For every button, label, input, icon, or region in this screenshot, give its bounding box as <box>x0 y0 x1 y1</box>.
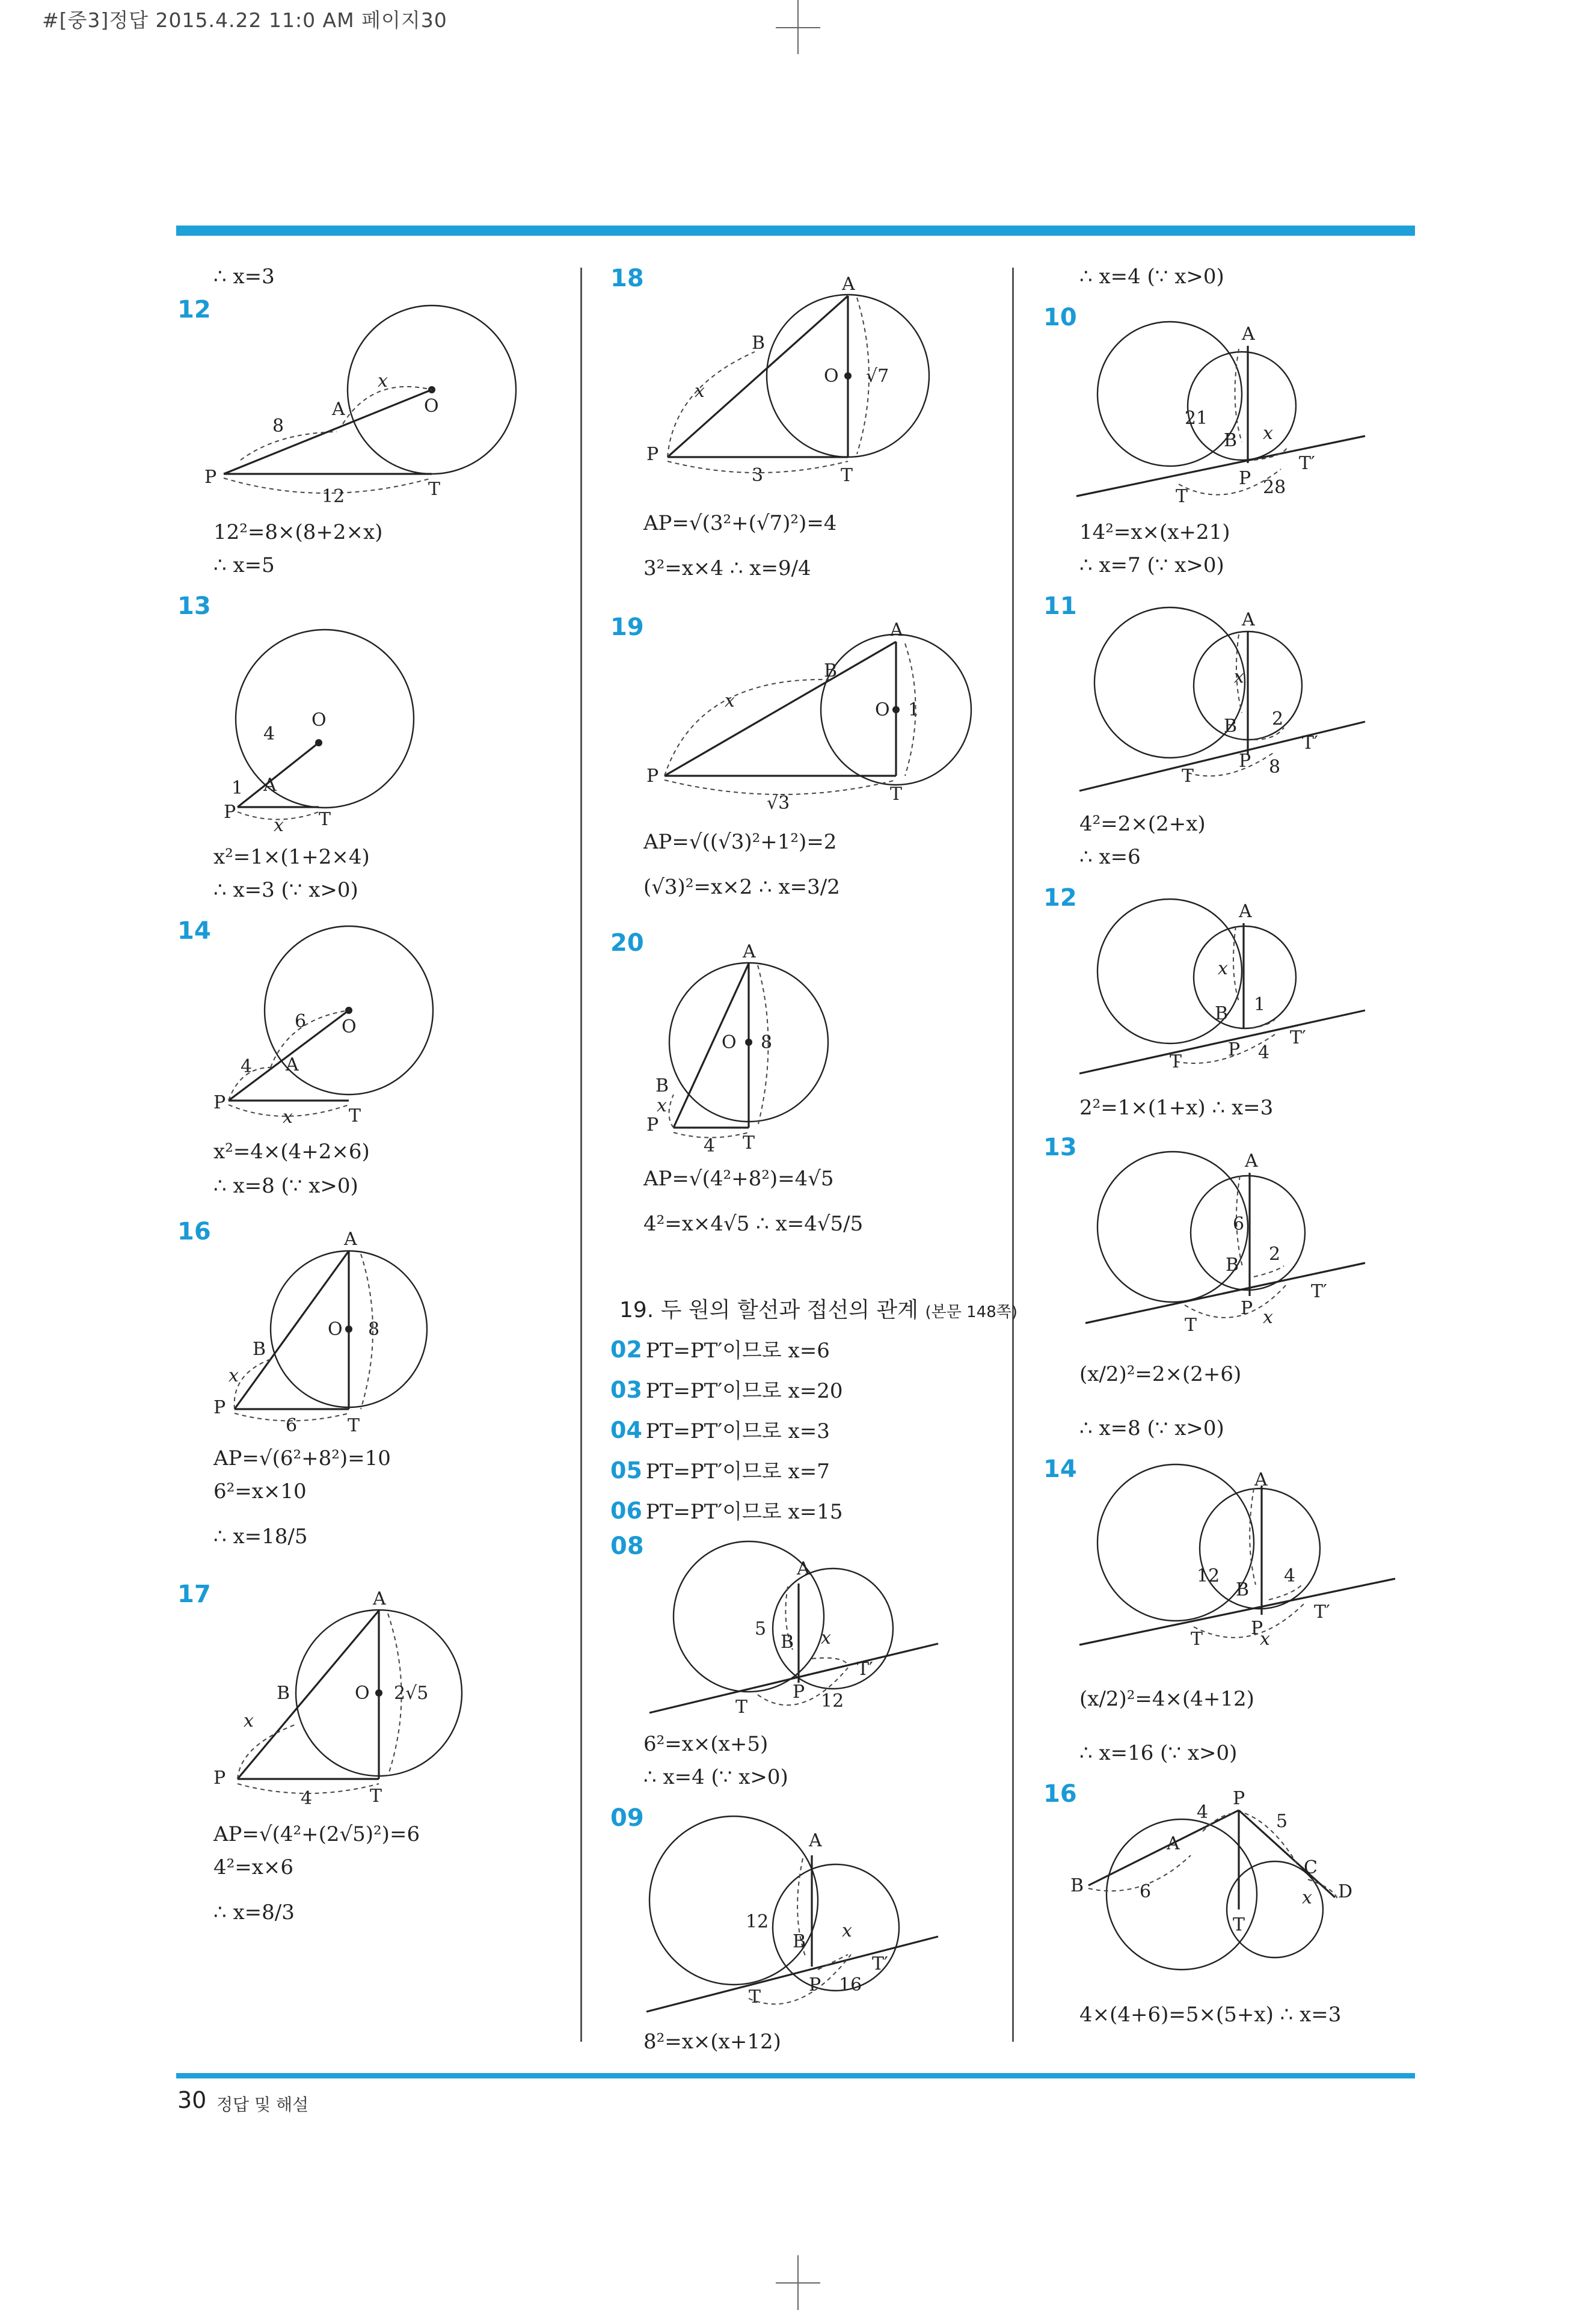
label-T: T <box>349 1105 361 1126</box>
label-T: T <box>428 479 441 500</box>
label-P: P <box>213 1768 226 1789</box>
equation: 2²=1×(1+x) ∴ x=3 <box>1079 1096 1274 1120</box>
solution-line: ∴ x=8/3 <box>213 1900 295 1924</box>
label-B: B <box>253 1339 266 1360</box>
problem-number: 12 <box>177 296 211 324</box>
solution-line: ∴ x=5 <box>213 553 275 577</box>
label-6: 6 <box>1140 1881 1152 1902</box>
label-2: 2 <box>1269 1244 1281 1265</box>
label-B: B <box>824 660 838 681</box>
list-item <box>610 1374 843 1404</box>
problem-number: 19 <box>610 613 644 641</box>
label-B: B <box>752 333 766 354</box>
label-x: x <box>1302 1887 1312 1908</box>
figure-right-triangle-circle <box>637 268 950 490</box>
problem-number: 10 <box>1043 304 1077 331</box>
label-B: B <box>1224 430 1238 451</box>
label-T: T <box>1233 1914 1245 1935</box>
label-Tprime: T′ <box>857 1659 873 1680</box>
label-T: T <box>1185 1315 1197 1336</box>
label-A: A <box>842 274 855 295</box>
label-4: 4 <box>241 1056 253 1077</box>
label-4: 4 <box>1258 1042 1270 1063</box>
label-P: P <box>1233 1788 1245 1809</box>
equation: AP=√(6²+8²)=10 <box>213 1446 391 1470</box>
label-P: P <box>204 467 217 488</box>
item-text: PT=PT′이므로 x=7 <box>645 1460 830 1484</box>
equation: x²=4×(4+2×6) <box>213 1140 370 1164</box>
label-A: A <box>1242 609 1255 630</box>
item-text: PT=PT′이므로 x=20 <box>645 1379 843 1403</box>
label-x: x <box>229 1365 239 1386</box>
label-A: A <box>890 619 903 640</box>
figure-right-triangle-circle <box>204 1218 457 1434</box>
label-P: P <box>213 1397 226 1418</box>
label-P: P <box>793 1682 805 1703</box>
label-B: B <box>1226 1255 1239 1276</box>
label-A: A <box>1239 901 1252 922</box>
label-1: 1 <box>232 778 244 799</box>
label-P: P <box>646 1114 659 1135</box>
solution-line: ∴ x=4 (∵ x>0) <box>643 1765 788 1789</box>
figure-secant-tangent <box>204 917 457 1128</box>
label-B: B <box>277 1683 290 1704</box>
label-Tprime: T′ <box>1290 1027 1306 1048</box>
equation: 12²=8×(8+2×x) <box>213 520 383 544</box>
label-B: B <box>793 1931 806 1952</box>
equation: (x/2)²=2×(2+6) <box>1079 1362 1242 1386</box>
problem-number: 09 <box>610 1804 644 1832</box>
label-4: 4 <box>301 1788 313 1809</box>
label-x: x <box>1218 958 1228 979</box>
label-root7: √7 <box>866 366 889 387</box>
label-O: O <box>424 396 439 417</box>
problem-number: 11 <box>1043 592 1077 620</box>
label-O: O <box>355 1683 370 1704</box>
label-x: x <box>821 1627 831 1648</box>
section-title-text: 19. 두 원의 할선과 접선의 관계 <box>619 1298 919 1322</box>
item-text: PT=PT′이므로 x=15 <box>645 1500 843 1524</box>
problem-number: 18 <box>610 265 644 292</box>
label-8: 8 <box>761 1032 773 1053</box>
crop-mark <box>776 2282 820 2284</box>
label-2root5: 2√5 <box>394 1683 429 1704</box>
label-28: 28 <box>1263 477 1286 498</box>
label-1: 1 <box>908 699 920 720</box>
list-item <box>610 1334 830 1363</box>
label-5: 5 <box>1276 1811 1288 1832</box>
list-item <box>610 1415 830 1444</box>
label-T: T <box>1170 1051 1182 1072</box>
equation: 8²=x×(x+12) <box>643 2030 781 2054</box>
equation: x²=1×(1+2×4) <box>213 845 370 869</box>
label-x: x <box>695 381 705 402</box>
label-root3: √3 <box>767 793 790 814</box>
label-x: x <box>244 1710 254 1731</box>
label-P: P <box>1241 1298 1253 1319</box>
equation: 4²=2×(2+x) <box>1079 812 1206 836</box>
label-4: 4 <box>1197 1802 1209 1823</box>
label-P: P <box>1251 1618 1263 1639</box>
label-T: T <box>743 1132 755 1153</box>
label-x: x <box>274 815 284 836</box>
figure-secant-tangent <box>204 613 493 836</box>
solution-line: ∴ x=6 <box>1079 845 1141 869</box>
label-O: O <box>312 710 327 731</box>
label-Tprime: T′ <box>872 1953 888 1974</box>
figure-two-circles-common-tangent <box>1070 1783 1359 1976</box>
label-5: 5 <box>755 1618 767 1639</box>
label-A: A <box>743 941 756 962</box>
label-B: B <box>1070 1875 1084 1896</box>
label-Tprime: T′ <box>1311 1281 1327 1302</box>
problem-number: 16 <box>1043 1780 1077 1808</box>
label-T: T <box>735 1697 748 1718</box>
solution-line: ∴ x=8 (∵ x>0) <box>213 1174 358 1198</box>
label-8: 8 <box>1269 757 1281 778</box>
item-number: 04 <box>610 1417 642 1443</box>
label-A: A <box>797 1558 810 1579</box>
label-x: x <box>842 1920 852 1941</box>
label-A: A <box>344 1229 357 1250</box>
solution-line: 4²=x×4√5 ∴ x=4√5/5 <box>643 1212 864 1236</box>
problem-number: 13 <box>1043 1134 1077 1161</box>
label-O: O <box>342 1016 357 1037</box>
figure-two-circles <box>1070 604 1383 791</box>
top-rule <box>176 226 1415 236</box>
label-T: T <box>841 465 853 486</box>
label-P: P <box>646 444 659 465</box>
label-O: O <box>824 366 839 387</box>
label-B: B <box>1224 716 1238 737</box>
label-x: x <box>657 1095 667 1116</box>
solution-line: ∴ x=4 (∵ x>0) <box>1079 265 1224 289</box>
label-A: A <box>1167 1833 1180 1854</box>
label-P: P <box>224 802 236 823</box>
item-number: 06 <box>610 1498 642 1524</box>
label-6: 6 <box>295 1011 307 1032</box>
label-P: P <box>1228 1039 1241 1060</box>
label-O: O <box>875 699 890 720</box>
column-divider <box>1012 268 1014 2042</box>
label-A: A <box>1242 324 1255 345</box>
label-T: T <box>890 784 903 805</box>
figure-right-triangle-circle <box>637 935 890 1158</box>
figure-right-triangle-circle <box>204 1580 469 1809</box>
label-Tprime: T′ <box>1299 453 1315 474</box>
label-4: 4 <box>704 1135 716 1157</box>
item-text: PT=PT′이므로 x=6 <box>645 1339 830 1363</box>
column-divider <box>580 268 582 2042</box>
label-T: T <box>749 1986 761 2007</box>
solution-line: ∴ x=18/5 <box>213 1525 308 1549</box>
label-x: x <box>378 370 388 392</box>
figure-right-triangle-circle <box>637 616 980 821</box>
label-T: T <box>370 1786 382 1807</box>
problem-number: 12 <box>1043 884 1077 912</box>
figure-two-circles <box>637 1807 950 2015</box>
problem-number: 13 <box>177 592 211 620</box>
equation: 6²=x×10 <box>213 1479 307 1504</box>
label-6: 6 <box>286 1415 298 1436</box>
label-12: 12 <box>322 486 345 507</box>
label-8: 8 <box>272 416 284 437</box>
label-4: 4 <box>263 723 275 745</box>
problem-number: 14 <box>1043 1455 1077 1483</box>
label-21: 21 <box>1185 408 1208 429</box>
print-header: #[중3]정답 2015.4.22 11:0 AM 페이지30 <box>42 8 447 32</box>
equation: 14²=x×(x+21) <box>1079 520 1230 544</box>
label-4: 4 <box>1284 1565 1296 1587</box>
label-A: A <box>263 775 277 796</box>
page-number: 30 <box>177 2087 207 2113</box>
label-A: A <box>1245 1150 1258 1172</box>
solution-line: ∴ x=7 (∵ x>0) <box>1079 553 1224 577</box>
label-T: T <box>1191 1629 1203 1650</box>
label-12: 12 <box>746 1911 769 1932</box>
label-P: P <box>1239 468 1251 489</box>
label-A: A <box>1254 1469 1268 1490</box>
label-O: O <box>722 1032 737 1053</box>
label-P: P <box>213 1092 226 1113</box>
footer-label: 정답 및 해설 <box>216 2095 309 2115</box>
label-T: T <box>319 809 331 830</box>
problem-number: 14 <box>177 917 211 945</box>
solution-line: (√3)²=x×2 ∴ x=3/2 <box>643 875 840 899</box>
label-B: B <box>655 1075 669 1096</box>
solution-line: 3²=x×4 ∴ x=9/4 <box>643 556 811 580</box>
figure-two-circles <box>1070 319 1383 505</box>
label-1: 1 <box>1254 994 1266 1015</box>
label-B: B <box>1236 1579 1250 1600</box>
figure-two-circles <box>1070 1464 1407 1663</box>
equation: 6²=x×(x+5) <box>643 1732 769 1756</box>
label-8: 8 <box>368 1319 380 1340</box>
label-3: 3 <box>752 465 764 486</box>
equation: AP=√((√3)²+1²)=2 <box>643 830 837 854</box>
equation: AP=√(4²+(2√5)²)=6 <box>213 1822 420 1846</box>
item-number: 05 <box>610 1457 642 1484</box>
label-x: x <box>1234 666 1244 687</box>
label-T: T <box>1176 486 1188 507</box>
solution-line: ∴ x=3 <box>213 265 275 289</box>
item-text: PT=PT′이므로 x=3 <box>645 1419 830 1443</box>
section-page-ref: (본문 148쪽) <box>925 1303 1017 1321</box>
label-A: A <box>286 1054 299 1075</box>
label-P: P <box>646 766 659 787</box>
equation: 4×(4+6)=5×(5+x) ∴ x=3 <box>1079 2003 1342 2027</box>
crop-mark <box>776 27 820 28</box>
figure-two-circles <box>1070 1140 1383 1338</box>
item-number: 03 <box>610 1377 642 1403</box>
equation: AP=√(4²+8²)=4√5 <box>643 1167 834 1191</box>
label-O: O <box>328 1319 343 1340</box>
label-12: 12 <box>821 1691 844 1712</box>
solution-line: ∴ x=8 (∵ x>0) <box>1079 1416 1224 1440</box>
label-x: x <box>725 690 735 711</box>
label-B: B <box>1215 1003 1229 1024</box>
label-x: x <box>1263 423 1273 444</box>
list-item <box>610 1455 830 1484</box>
label-T: T <box>1182 766 1194 787</box>
label-A: A <box>809 1830 822 1851</box>
label-A: A <box>332 399 345 420</box>
label-x: x <box>283 1107 293 1128</box>
problem-number: 16 <box>177 1218 211 1246</box>
item-number: 02 <box>610 1336 642 1363</box>
label-6: 6 <box>1233 1214 1245 1235</box>
label-Tprime: T′ <box>1314 1602 1330 1623</box>
solution-line: ∴ x=3 (∵ x>0) <box>213 878 358 902</box>
label-2: 2 <box>1272 708 1284 730</box>
figure-two-circles <box>637 1532 950 1725</box>
problem-number: 08 <box>610 1532 644 1560</box>
problem-number: 17 <box>177 1580 211 1608</box>
label-Tprime: T′ <box>1302 733 1318 754</box>
problem-number: 20 <box>610 929 644 957</box>
label-B: B <box>781 1632 794 1653</box>
label-C: C <box>1304 1857 1318 1878</box>
equation: 4²=x×6 <box>213 1855 294 1879</box>
label-12: 12 <box>1197 1565 1220 1587</box>
list-item <box>610 1495 843 1525</box>
label-x: x <box>1263 1307 1273 1328</box>
label-T: T <box>348 1415 360 1436</box>
section-title <box>619 1293 1017 1324</box>
label-x: x <box>1260 1629 1270 1650</box>
bottom-rule <box>176 2073 1415 2078</box>
solution-line: ∴ x=16 (∵ x>0) <box>1079 1741 1238 1765</box>
figure-secant-tangent <box>204 304 541 507</box>
equation: (x/2)²=4×(4+12) <box>1079 1687 1254 1711</box>
label-P: P <box>1239 751 1251 772</box>
label-D: D <box>1338 1881 1353 1902</box>
label-A: A <box>373 1588 386 1609</box>
figure-two-circles <box>1070 899 1383 1080</box>
equation: AP=√(3²+(√7)²)=4 <box>643 511 837 535</box>
label-P: P <box>809 1974 821 1995</box>
label-16: 16 <box>839 1974 862 1995</box>
